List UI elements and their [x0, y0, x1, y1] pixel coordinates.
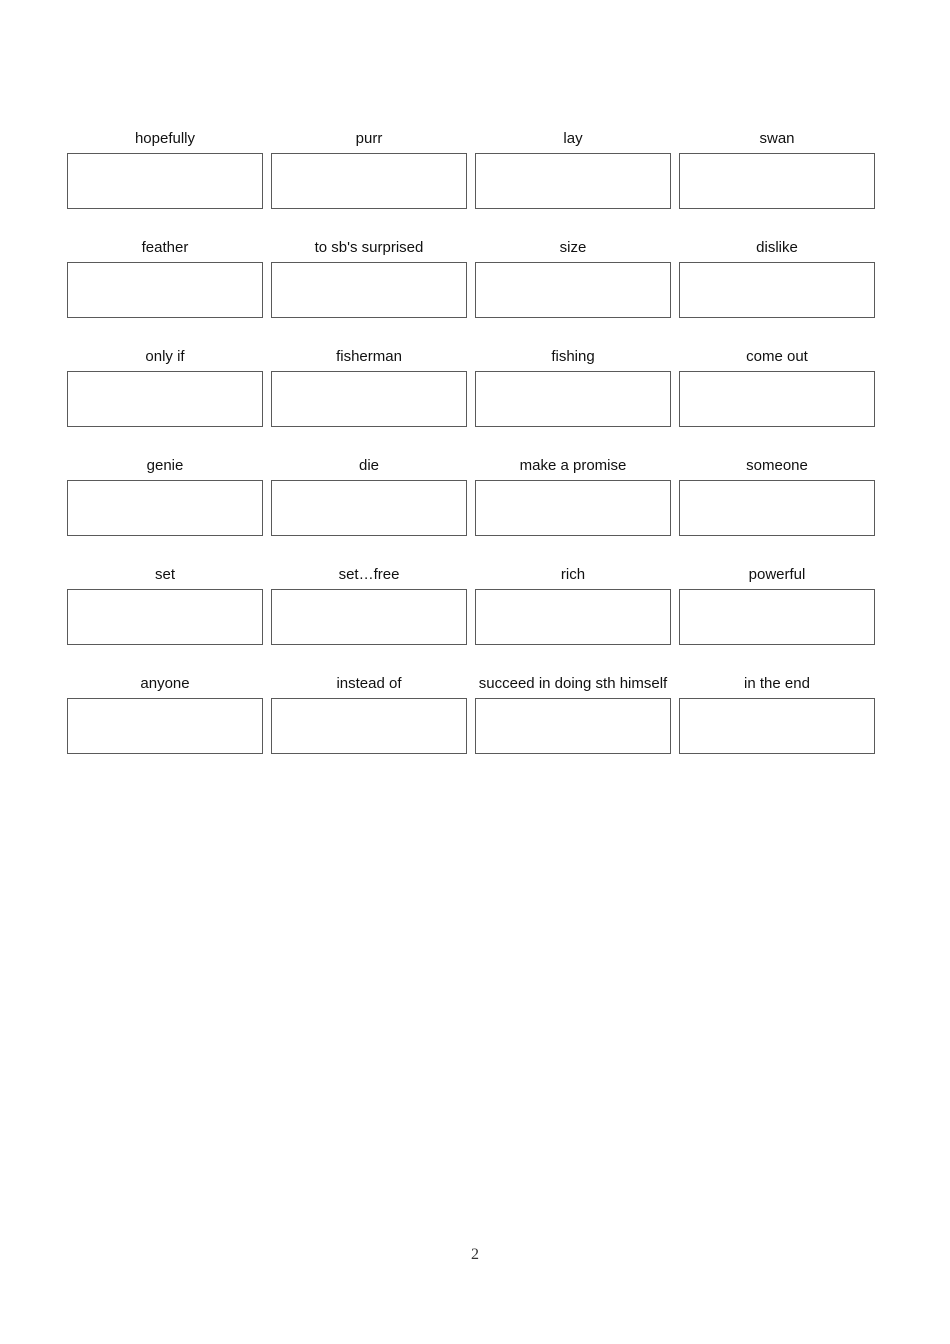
grid-row [67, 346, 874, 455]
answer-box[interactable] [679, 262, 875, 318]
vocab-cell [67, 346, 263, 455]
vocab-cell [67, 673, 263, 782]
vocab-cell [679, 237, 875, 346]
answer-box[interactable] [679, 589, 875, 645]
answer-box[interactable] [271, 698, 467, 754]
vocab-cell [67, 237, 263, 346]
vocab-word: only if [145, 348, 185, 365]
grid-row [67, 237, 874, 346]
vocab-word: lay [563, 130, 583, 147]
answer-box[interactable] [271, 589, 467, 645]
vocab-word: size [559, 239, 587, 256]
grid-row [67, 564, 874, 673]
vocab-word: make a promise [519, 457, 627, 474]
answer-box[interactable] [67, 262, 263, 318]
vocab-word: die [358, 457, 380, 474]
vocab-cell [679, 564, 875, 673]
answer-box[interactable] [679, 698, 875, 754]
vocab-word: fishing [551, 348, 595, 365]
vocab-cell [271, 128, 467, 237]
answer-box[interactable] [475, 480, 671, 536]
answer-box[interactable] [67, 153, 263, 209]
vocab-cell [67, 128, 263, 237]
vocab-cell [67, 564, 263, 673]
vocab-word: set…free [338, 566, 400, 583]
vocab-cell [67, 455, 263, 564]
vocab-cell [271, 564, 467, 673]
vocab-cell [475, 455, 671, 564]
vocab-cell [475, 673, 671, 782]
answer-box[interactable] [475, 153, 671, 209]
vocab-cell [679, 455, 875, 564]
answer-box[interactable] [67, 371, 263, 427]
answer-box[interactable] [475, 698, 671, 754]
answer-box[interactable] [475, 371, 671, 427]
vocab-word: fisherman [336, 348, 402, 365]
vocab-cell [475, 128, 671, 237]
answer-box[interactable] [67, 480, 263, 536]
vocab-cell [271, 346, 467, 455]
answer-box[interactable] [271, 371, 467, 427]
vocab-word: powerful [748, 566, 806, 583]
vocabulary-grid [67, 128, 874, 782]
vocab-word: set [154, 566, 175, 583]
vocab-cell [271, 673, 467, 782]
vocab-word: anyone [140, 675, 190, 692]
answer-box[interactable] [679, 371, 875, 427]
vocab-cell [271, 455, 467, 564]
vocab-word: instead of [336, 675, 402, 692]
page-number: 2 [471, 1246, 479, 1263]
answer-box[interactable] [271, 262, 467, 318]
vocab-word: come out [746, 348, 808, 365]
grid-row [67, 455, 874, 564]
answer-box[interactable] [475, 262, 671, 318]
answer-box[interactable] [67, 589, 263, 645]
vocab-cell [475, 564, 671, 673]
vocab-word: in the end [744, 675, 810, 692]
grid-row [67, 673, 874, 782]
grid-row [67, 128, 874, 237]
vocab-word: genie [146, 457, 184, 474]
vocab-cell [679, 128, 875, 237]
vocab-word: feather [141, 239, 189, 256]
vocab-word: hopefully [134, 130, 196, 147]
answer-box[interactable] [679, 153, 875, 209]
vocab-word: rich [560, 566, 586, 583]
vocab-word: dislike [756, 239, 798, 256]
answer-box[interactable] [67, 698, 263, 754]
answer-box[interactable] [271, 480, 467, 536]
vocab-word: to sb's surprised [314, 239, 424, 256]
answer-box[interactable] [679, 480, 875, 536]
vocab-cell [475, 237, 671, 346]
vocab-word: succeed in doing sth himself [478, 675, 668, 692]
answer-box[interactable] [475, 589, 671, 645]
vocab-word: swan [759, 130, 795, 147]
vocab-word: purr [355, 130, 383, 147]
answer-box[interactable] [271, 153, 467, 209]
vocab-cell [475, 346, 671, 455]
vocab-word: someone [746, 457, 808, 474]
vocab-cell [679, 673, 875, 782]
vocab-cell [679, 346, 875, 455]
vocab-cell [271, 237, 467, 346]
